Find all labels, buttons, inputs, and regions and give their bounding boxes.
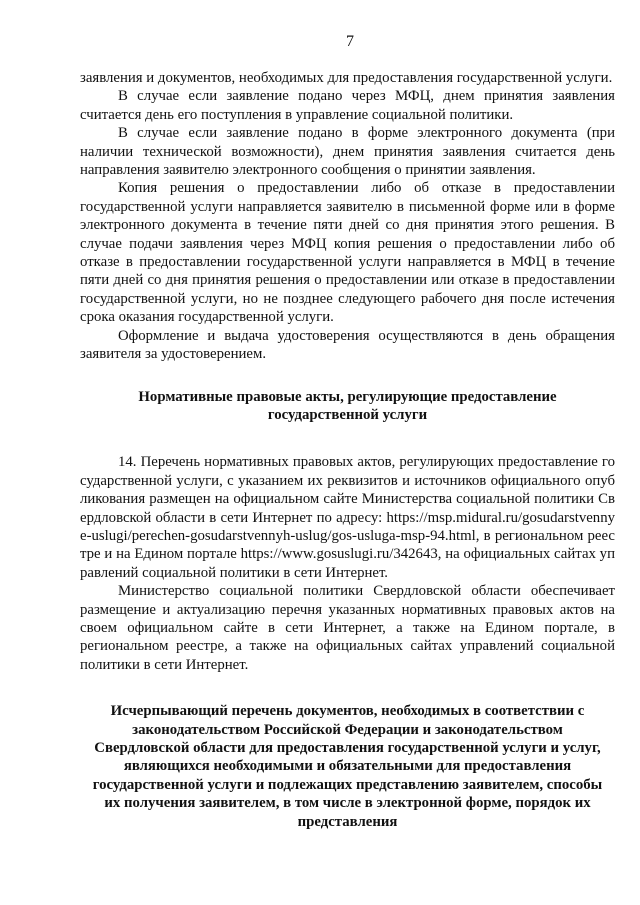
document-body [80, 69, 615, 831]
paragraph-mfc-acceptance: В случае если заявление подано через МФЦ, днем принятия заявления считается день его поступления в управление социальной политики. [80, 88, 615, 123]
heading-documents-list: Исчерпывающий перечень документов, необходимых в соответствии с законодательством Российской Федерации и законодательством Свердловской области для предоставления государственной услуги и услуг, являющихся необходимыми и обязательными для предоставления государственной услуги и подлежащих представлению заявителем, способы их получения заявителем, в том числе в электронной форме, порядок их представления [92, 703, 603, 830]
page-number: 7 [346, 33, 354, 50]
paragraph-decision-copy: Копия решения о предоставлении либо об отказе в предоставлении государственной услуги направляется заявителю в письменной форме или в форме электронного документа в течение пяти дней со дня принятия этого решения. В случае подачи заявления через МФЦ копия решения о предоставлении либо об отказе в предоставлении государственной услуги направляется в МФЦ в течение пяти дней со дня принятия решения о предоставлении или отказе в предоставлении государственной услуги, но не позднее следующего рабочего дня после истечения срока оказания государственной услуги. [80, 180, 615, 326]
paragraph-electronic-acceptance: В случае если заявление подано в форме электронного документа (при наличии технической возможности), днем принятия заявления считается день направления заявителю электронного сообщения о принятии заявления. [80, 125, 615, 179]
heading-regulatory-acts: Нормативные правовые акты, регулирующие предоставление государственной услуги [138, 388, 557, 423]
paragraph-14-acts-list: 14. Перечень нормативных правовых актов, регулирующих предоставление государственной услуги, с указанием их реквизитов и источников официального опубликования размещен на официальном сайте Министерства социальной политики Свердловской области в сети Интернет по адресу: https://msp.midural.ru/gosudarstvennye-uslugi/perechen-gosudarstvennyh-uslug/gos-usluga-msp-94.html, в региональном реестре и на Едином портале https://www.gosuslugi.ru/342643, на официальных сайтах управлений социальной политики в сети Интернет. [80, 454, 615, 581]
paragraph-certificate-issue: Оформление и выдача удостоверения осуществляются в день обращения заявителя за удостоверением. [80, 327, 615, 363]
paragraph-continuation: заявления и документов, необходимых для предоставления государственной услуги. [80, 70, 613, 86]
paragraph-ministry-publication: Министерство социальной политики Свердловской области обеспечивает размещение и актуализацию перечня указанных нормативных правовых актов на своем официальном сайте в сети Интернет, а также на Едином портале, в региональном реестре, а также на официальных сайтах управлений социальной политики в сети Интернет. [80, 583, 615, 673]
